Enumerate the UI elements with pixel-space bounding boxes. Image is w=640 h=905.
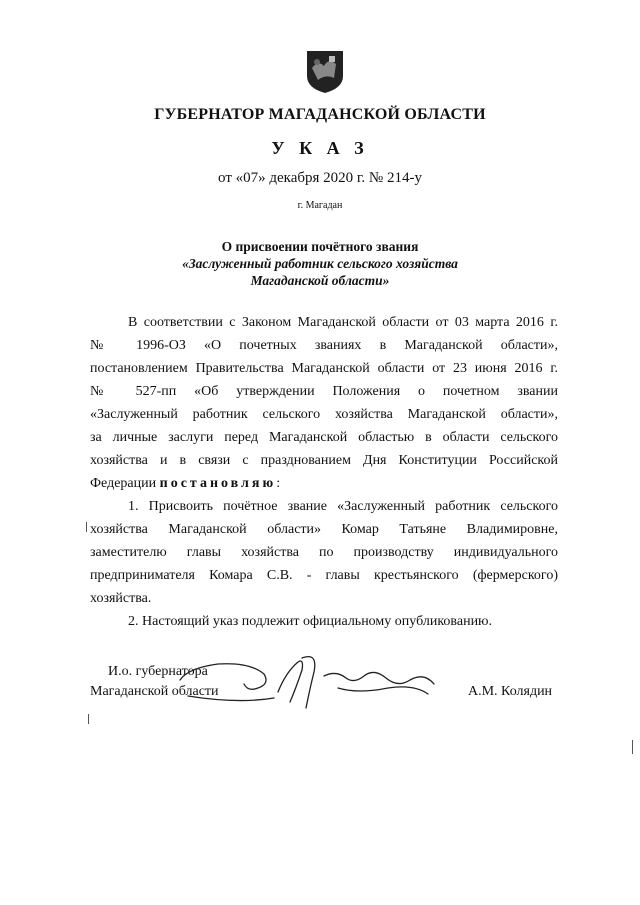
coat-of-arms-emblem [304,48,346,94]
text-line: хозяйства Магаданской области» Комар Татьяне Владимировне, [90,522,558,537]
issuing-authority: ГУБЕРНАТОР МАГАДАНСКОЙ ОБЛАСТИ [154,106,486,123]
text-line: заместителю главы хозяйства по производству индивидуального [90,545,558,560]
decree-item-2: 2. Настоящий указ подлежит официальному опубликованию. [128,614,493,629]
decree-date-number: от «07» декабря 2020 г. № 214-у [218,170,422,186]
text-line: № 1996-ОЗ «О почетных званиях в Магаданской области», [90,338,558,353]
title-line: О присвоении почётного звания [221,239,419,254]
scan-margin-mark [86,522,87,532]
text-line: за личные заслуги перед Магаданской областью в области сельского [90,430,558,445]
text-line: хозяйства. [90,591,152,606]
text-line: хозяйства и в связи с празднованием Дня Конституции Российской [90,453,558,468]
decree-title [0,238,640,289]
decree-keyword: постановляю [159,476,277,491]
text-line: Федерации постановляю: [90,476,281,491]
text-line: В соответствии с Законом Магаданской области от 03 марта 2016 г. [128,315,558,330]
text-line: № 527-пп «Об утверждении Положения о почетном звании [90,384,558,399]
document-type: У К А З [271,138,369,158]
text-line: постановлением Правительства Магаданской области от 23 июня 2016 г. [90,361,558,376]
decree-city: г. Магадан [297,200,343,211]
text-line: предпринимателя Комара С.В. - главы крестьянского (фермерского) [90,568,558,583]
scan-margin-mark [632,740,633,754]
signatory-position: И.о. губернатора [108,664,208,679]
signatory-name: А.М. Колядин [468,684,553,699]
text-line: «Заслуженный работник сельского хозяйства Магаданской области», [90,407,558,422]
title-line: Магаданской области» [250,273,390,288]
signatory-region: Магаданской области [90,684,219,699]
text-line: 1. Присвоить почётное звание «Заслуженный работник сельского [128,499,558,514]
title-line: «Заслуженный работник сельского хозяйства [182,256,458,271]
scan-margin-mark [88,714,89,724]
handwritten-signature [178,648,468,714]
